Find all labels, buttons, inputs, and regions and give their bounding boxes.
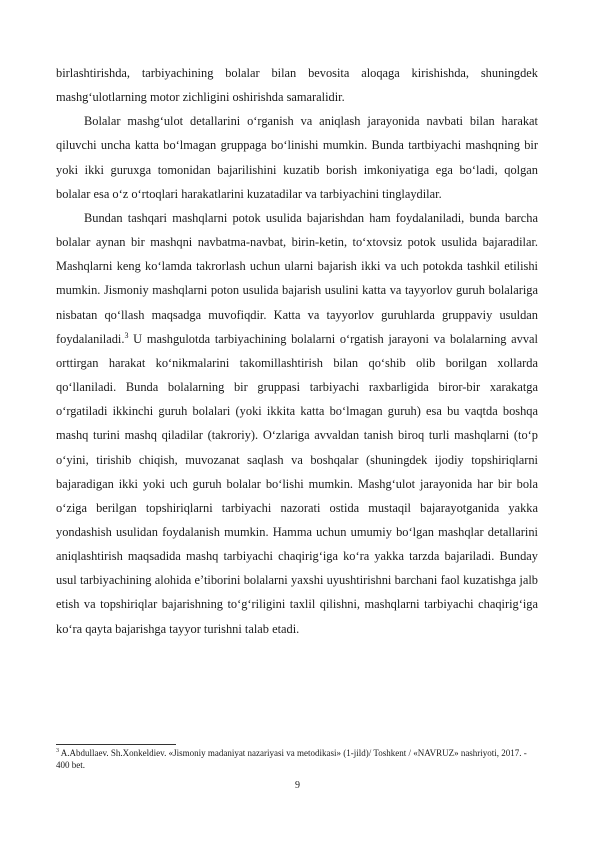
- paragraph-3: [56, 206, 538, 641]
- paragraph-3-text-after: U mashgulotda tarbiyachining bolalarni o‘rgatish jarayoni va bolalarning avval orttirgan harakat ko‘nikmalarini takomillashtirish bilan qo‘shib olib borilgan xollarda qo‘llaniladi. Bunda bolalarning bir gruppasi tarbiyachi raxbarligida biror-bir xarakatga o‘rgatiladi ikkinchi guruh bolalari (yoki ikkita katta bo‘lmagan guruh) esa bu vaqtda boshqa mashq turini mashq qiladilar (takroriy). O‘zlariga avvaldan tanish biroq turli mashqlarni (to‘p o‘yini, tirishib chiqish, muvozanat saqlash va boshqalar (shuningdek ijodiy topshiriqlarni bajaradigan ikki yoki uch guruh bolalar bo‘lishi mumkin. Mashg‘ulot jarayonida har bir bola o‘ziga berilgan topshiriqlarni tarbiyachi nazorati ostida mustaqil bajarayotganida yakka yondashish usulidan foydalanish mumkin. Hamma uchun umumiy bo‘lgan mashqlar detallarini aniqlashtirish maqsadida mashq tarbiyachi chaqirig‘iga ko‘ra yakka tarzda bajariladi. Bunday usul tarbiyachining alohida e’tiborini bolalarni yaxshi uyushtirishni barchani faol kuzatishga jalb etish va topshiriqlar bajarishning to‘g‘riligini taxlil qilishni, mashqlarni tarbiyachi chaqirig‘iga ko‘ra qayta bajarishga tayyor turishni talab etadi.: [56, 331, 538, 636]
- footnote-number: 3: [56, 748, 59, 754]
- page-number: 9: [295, 780, 300, 791]
- footnote-reference[interactable]: 3: [124, 330, 129, 340]
- paragraph-1: birlashtirishda, tarbiyachining bolalar bilan bevosita aloqaga kirishishda, shuningdek mashg‘ulotlarning motor zichligini oshirishda samaralidir.: [56, 66, 538, 105]
- paragraph-3-text-before: Bundan tashqari mashqlarni potok usulida bajarishdan ham foydalaniladi, bunda barcha bolalar aynan bir mashqni navbatma-navbat, birin-ketin, to‘xtovsiz potok usulida bajaradilar. Mashqlarni keng ko‘lamda takrorlash uchun ularni bajarish ikki va uch potokda tashkil etilishi mumkin. Jismoniy mashqlarni poton usulida bajarish usulini katta va tayyorlov guruh bolalariga nisbatan qo‘llash maqsadga muvofiqdir. Katta va tayyorlov guruhlarda gruppaviy usuldan foydalaniladi.: [56, 210, 538, 346]
- footnote-divider: [56, 744, 176, 745]
- footnote-text: A.Abdullaev. Sh.Xonkeldiev. «Jismoniy madaniyat nazariyasi va metodikasi» (1-jild)/ Toshkent / «NAVRUZ» nashriyoti, 2017. - 400 bet.: [56, 748, 527, 770]
- footnote: [56, 748, 538, 771]
- paragraph-2: Bolalar mashg‘ulot detallarini o‘rganish va aniqlash jarayonida navbati bilan harakat qiluvchi uncha katta bo‘lmagan gruppaga bo‘linishi mumkin. Bunda tartbiyachi mashqning bir yoki ikki guruxga tomonidan bajarilishini kuzatib borish imkoniyatiga ega bo‘ladi, qolgan bolalar esa o‘z o‘rtoqlari harakatlarini kuzatadilar va tarbiyachini tinglaydilar.: [56, 114, 538, 201]
- body-text: [56, 61, 538, 641]
